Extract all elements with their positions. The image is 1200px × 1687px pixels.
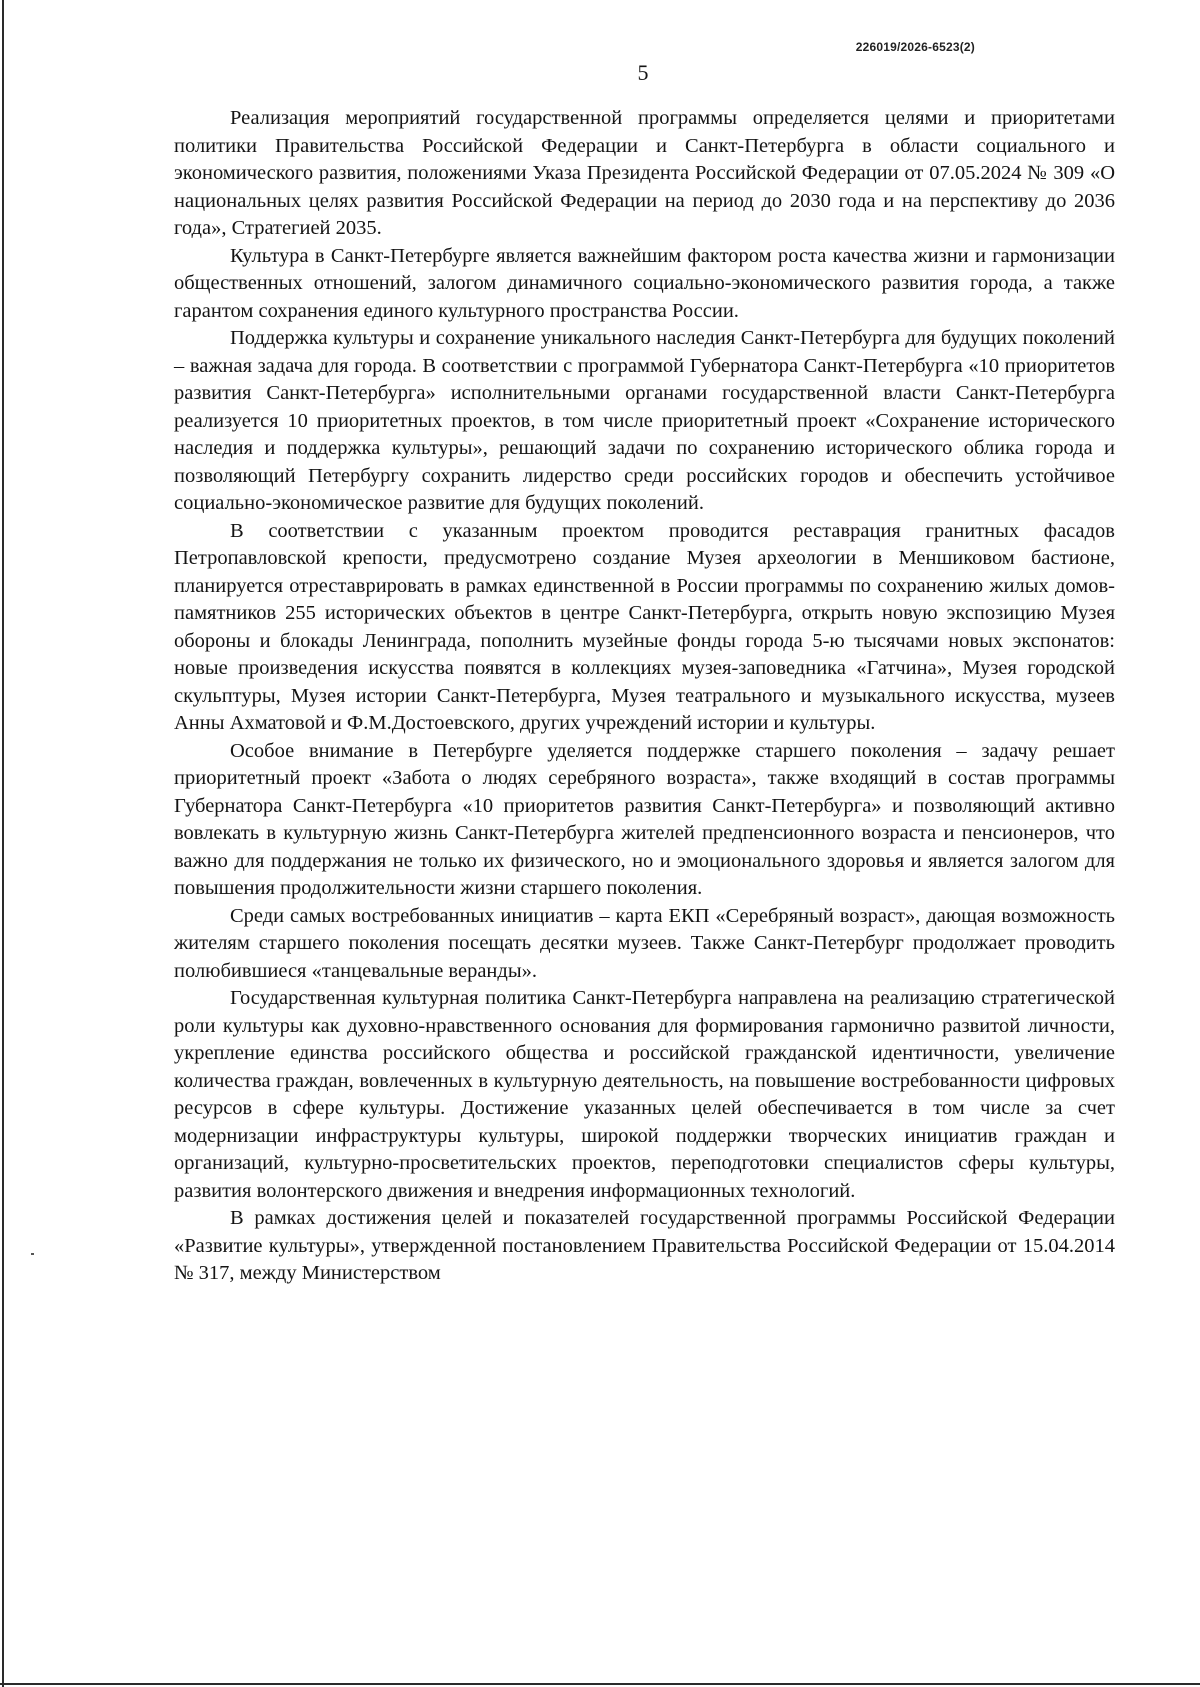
scan-border-left [2,0,4,1687]
paragraph: В рамках достижения целей и показателей государственной программы Российской Федерации «Развитие культуры», утвержденной постановлением Правительства Российской Федерации от 15.04.2014 № 317, между Министерством [174,1207,1115,1284]
page-number: 5 [637,60,649,85]
document-registration-number: 226019/2026-6523(2) [855,40,975,54]
scan-border-bottom [0,1683,1200,1685]
paragraph: Культура в Санкт-Петербурге является важнейшим фактором роста качества жизни и гармонизации общественных отношений, залогом динамичного социально-экономического развития города, а также гарантом сохранения единого культурного пространства России. [174,244,1115,322]
paragraph: Государственная культурная политика Санкт-Петербурга направлена на реализацию стратегической роли культуры как духовно-нравственного основания для формирования гармонично развитой личности, укрепление единства российского общества и российской гражданской идентичности, увеличение количества граждан, вовлеченных в культурную деятельность, на повышение востребованности цифровых ресурсов в сфере культуры. Достижение указанных целей обеспечивается в том числе за счет модернизации инфраструктуры культуры, широкой поддержки творческих инициатив граждан и организаций, культурно-просветительских проектов, переподготовки специалистов сферы культуры, развития волонтерского движения и внедрения информационных технологий. [174,987,1115,1202]
paragraph: Особое внимание в Петербурге уделяется поддержке старшего поколения – задачу решает приоритетный проект «Забота о людях серебряного возраста», также входящий в состав программы Губернатора Санкт-Петербурга «10 приоритетов развития Санкт-Петербурга» и позволяющий активно вовлекать в культурную жизнь Санкт-Петербурга жителей предпенсионного возраста и пенсионеров, что важно для поддержания не только их физического, но и эмоционального здоровья и является залогом для повышения продолжительности жизни старшего поколения. [174,739,1115,899]
paragraph: Реализация мероприятий государственной программы определяется целями и приоритетами политики Правительства Российской Федерации и Санкт-Петербурга в области социального и экономического развития, положениями Указа Президента Российской Федерации от 07.05.2024 № 309 «О национальных целях развития Российской Федерации на период до 2030 года и на перспективу до 2036 года», Стратегией 2035. [174,107,1115,239]
document-body [174,105,1115,1288]
scan-speck [31,1253,34,1255]
paragraph: Среди самых востребованных инициатив – карта ЕКП «Серебряный возраст», дающая возможность жителям старшего поколения посещать десятки музеев. Также Санкт-Петербург продолжает проводить полюбившиеся «танцевальные веранды». [174,904,1115,982]
paragraph: Поддержка культуры и сохранение уникального наследия Санкт-Петербурга для будущих поколений – важная задача для города. В соответствии с программой Губернатора Санкт-Петербурга «10 приоритетов развития Санкт-Петербурга» исполнительными органами государственной власти Санкт-Петербурга реализуется 10 приоритетных проектов, в том числе приоритетный проект «Сохранение исторического наследия и поддержка культуры», решающий задачи по сохранению исторического облика города и позволяющий Петербургу сохранить лидерство среди российских городов и обеспечить устойчивое социально-экономическое развитие для будущих поколений. [174,327,1115,514]
paragraph: В соответствии с указанным проектом проводится реставрация гранитных фасадов Петропавловской крепости, предусмотрено создание Музея археологии в Меншиковом бастионе, планируется отреставрировать в рамках единственной в России программы по сохранению жилых домов-памятников 255 исторических объектов в центре Санкт-Петербурга, открыть новую экспозицию Музея обороны и блокады Ленинграда, пополнить музейные фонды города 5-ю тысячами новых экспонатов: новые произведения искусства появятся в коллекциях музея-заповедника «Гатчина», Музея городской скульптуры, Музея истории Санкт-Петербурга, Музея театрального и музыкального искусства, музеев Анны Ахматовой и Ф.М.Достоевского, других учреждений истории и культуры. [174,519,1115,734]
